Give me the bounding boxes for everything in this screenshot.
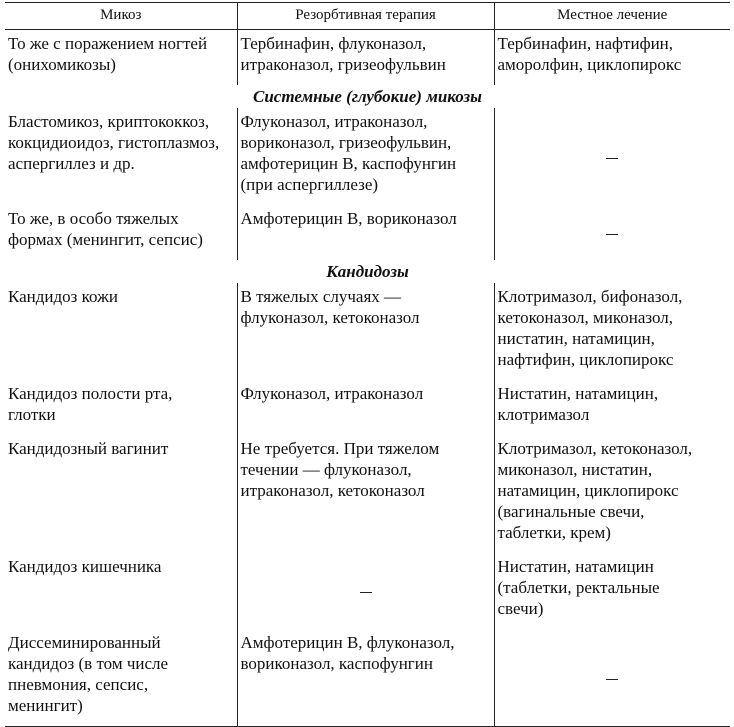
cell-line: Бластомикоз, криптококкоз, bbox=[8, 112, 210, 131]
cell-line: глотки bbox=[8, 405, 56, 424]
cell-line: В тяжелых случаях — bbox=[240, 287, 402, 306]
table-row bbox=[5, 435, 730, 553]
cell-line: вориконазол, каспофунгин bbox=[240, 654, 433, 673]
systemic-therapy-cell bbox=[237, 435, 494, 553]
cell-line: Тербинафин, нафтифин, bbox=[497, 34, 674, 53]
cell-line: Диссеминированный bbox=[8, 633, 161, 652]
cell-line: Амфотерицин В, вориконазол bbox=[240, 209, 457, 228]
header-mycosis: Микоз bbox=[5, 3, 237, 30]
local-treatment-cell bbox=[494, 205, 730, 260]
local-treatment-cell bbox=[494, 283, 730, 380]
systemic-therapy-cell bbox=[237, 629, 494, 727]
cell-line: Нистатин, натамицин bbox=[497, 557, 654, 576]
section-row bbox=[5, 85, 730, 108]
cell-line: Флуконазол, итраконазол bbox=[240, 384, 424, 403]
systemic-therapy-cell bbox=[237, 553, 494, 629]
cell-line: итраконазол, гризеофульвин bbox=[240, 55, 446, 74]
cell-line: аспергиллез и др. bbox=[8, 154, 135, 173]
header-row bbox=[5, 3, 730, 30]
cell-line: нистатин, натамицин, bbox=[497, 329, 655, 348]
local-treatment-cell bbox=[494, 553, 730, 629]
section-title: Кандидозы bbox=[326, 262, 409, 281]
cell-line: клотримазол bbox=[497, 405, 590, 424]
local-treatment-cell bbox=[494, 380, 730, 435]
cell-line: аморолфин, циклопирокс bbox=[497, 55, 682, 74]
local-treatment-cell bbox=[494, 108, 730, 205]
header-local-treatment: Местное лечение bbox=[494, 3, 730, 30]
cell-line: пневмония, сепсис, bbox=[8, 675, 149, 694]
cell-line: То же с поражением ногтей bbox=[8, 34, 208, 53]
cell-line: Тербинафин, флуконазол, bbox=[240, 34, 427, 53]
mycosis-cell bbox=[5, 553, 237, 629]
systemic-therapy-cell bbox=[237, 205, 494, 260]
cell-line: свечи) bbox=[497, 599, 544, 618]
section-row bbox=[5, 260, 730, 283]
systemic-therapy-cell bbox=[237, 380, 494, 435]
cell-line: Кандидозный вагинит bbox=[8, 439, 169, 458]
cell-line: Кандидоз кишечника bbox=[8, 557, 162, 576]
section-title: Системные (глубокие) микозы bbox=[253, 87, 482, 106]
cell-line: Амфотерицин В, флуконазол, bbox=[240, 633, 455, 652]
dash-mark bbox=[606, 679, 618, 680]
cell-line: Кандидоз кожи bbox=[8, 287, 118, 306]
table-row bbox=[5, 380, 730, 435]
local-treatment-cell bbox=[494, 435, 730, 553]
cell-line: амфотерицин В, каспофунгин bbox=[240, 154, 457, 173]
cell-line: кокцидиоидоз, гистоплазмоз, bbox=[8, 133, 220, 152]
systemic-therapy-cell bbox=[237, 108, 494, 205]
systemic-therapy-cell bbox=[237, 30, 494, 86]
cell-line: Не требуется. При тяжелом bbox=[240, 439, 440, 458]
cell-line: Клотримазол, бифоназол, bbox=[497, 287, 683, 306]
local-treatment-cell bbox=[494, 629, 730, 727]
mycosis-cell bbox=[5, 205, 237, 260]
cell-line: таблетки, крем) bbox=[497, 523, 611, 542]
table-row bbox=[5, 108, 730, 205]
cell-line: (при аспергиллезе) bbox=[240, 175, 379, 194]
table-row bbox=[5, 553, 730, 629]
dash-mark bbox=[606, 234, 618, 235]
cell-line: флуконазол, кетоконазол bbox=[240, 308, 420, 327]
cell-line: итраконазол, кетоконазол bbox=[240, 481, 425, 500]
table-row bbox=[5, 205, 730, 260]
table-row bbox=[5, 629, 730, 727]
cell-line: (онихомикозы) bbox=[8, 55, 116, 74]
mycosis-cell bbox=[5, 380, 237, 435]
cell-line: Нистатин, натамицин, bbox=[497, 384, 659, 403]
dash-mark bbox=[360, 592, 372, 593]
cell-line: кетоконазол, миконазол, bbox=[497, 308, 674, 327]
cell-line: То же, в особо тяжелых bbox=[8, 209, 179, 228]
mycosis-cell bbox=[5, 30, 237, 86]
cell-line: Кандидоз полости рта, bbox=[8, 384, 173, 403]
cell-line: Флуконазол, итраконазол, bbox=[240, 112, 428, 131]
cell-line: кандидоз (в том числе bbox=[8, 654, 169, 673]
table-body bbox=[5, 30, 730, 727]
mycosis-cell bbox=[5, 283, 237, 380]
local-treatment-cell bbox=[494, 30, 730, 86]
header-systemic-therapy: Резорбтивная терапия bbox=[237, 3, 494, 30]
cell-line: (вагинальные свечи, bbox=[497, 502, 645, 521]
table-row bbox=[5, 283, 730, 380]
cell-line: формах (менингит, сепсис) bbox=[8, 230, 203, 249]
dash-mark bbox=[606, 158, 618, 159]
cell-line: Клотримазол, кетоконазол, bbox=[497, 439, 693, 458]
cell-line: (таблетки, ректальные bbox=[497, 578, 660, 597]
mycosis-cell bbox=[5, 435, 237, 553]
cell-line: вориконазол, гризеофульвин, bbox=[240, 133, 452, 152]
cell-line: менингит) bbox=[8, 696, 83, 715]
cell-line: натамицин, циклопирокс bbox=[497, 481, 679, 500]
mycosis-cell bbox=[5, 629, 237, 727]
mycosis-treatment-table bbox=[5, 2, 730, 727]
table-header bbox=[5, 3, 730, 30]
mycosis-cell bbox=[5, 108, 237, 205]
cell-line: миконазол, нистатин, bbox=[497, 460, 653, 479]
cell-line: нафтифин, циклопирокс bbox=[497, 350, 674, 369]
table-row bbox=[5, 30, 730, 86]
systemic-therapy-cell bbox=[237, 283, 494, 380]
mycosis-treatment-table-container bbox=[5, 2, 730, 727]
cell-line: течении — флуконазол, bbox=[240, 460, 412, 479]
